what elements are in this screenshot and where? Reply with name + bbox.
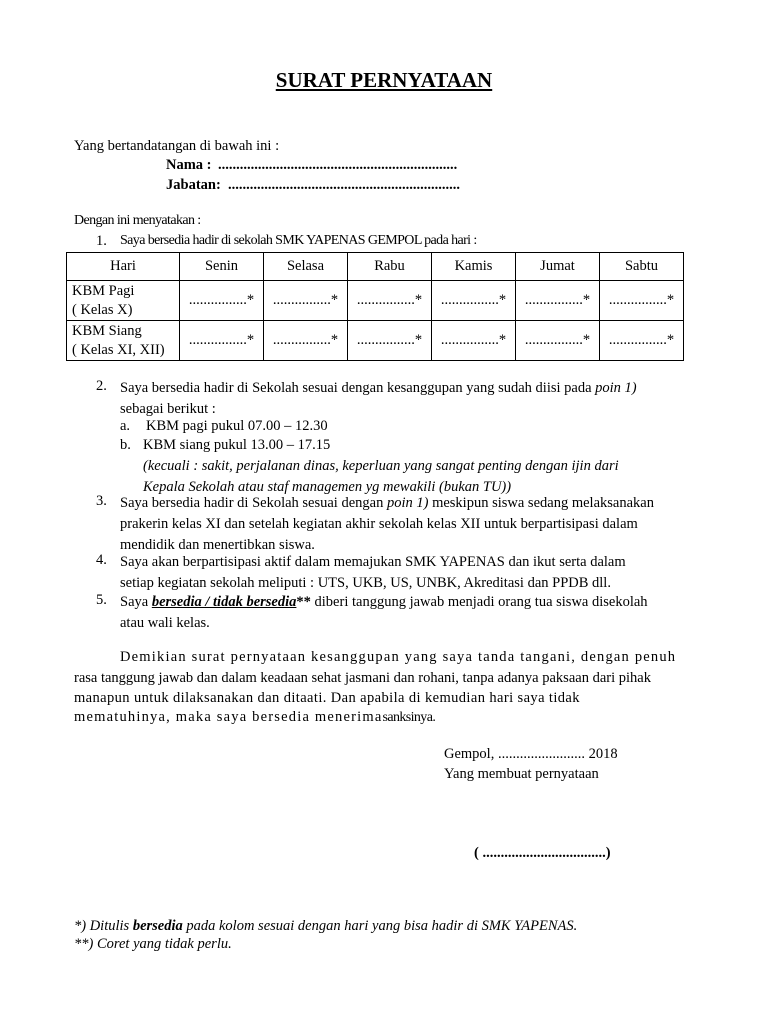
table-cell[interactable]: ................* [600, 281, 684, 321]
table-row [67, 281, 684, 321]
place-date: Gempol, ........................ 2018 [444, 746, 618, 762]
table-header: Hari [67, 253, 180, 281]
point1-text: Saya bersedia hadir di sekolah SMK YAPENAS GEMPOL pada hari : [120, 233, 477, 248]
point4-line1: Saya akan berpartisipasi aktif dalam memajukan SMK YAPENAS dan ikut serta dalam [120, 554, 626, 570]
table-cell[interactable]: ................* [180, 321, 264, 361]
table-cell[interactable]: ................* [432, 321, 516, 361]
point5-number: 5. [96, 592, 107, 608]
table-header: Sabtu [600, 253, 684, 281]
point3-line1-end: meskipun siswa sedang melaksanakan [428, 495, 654, 511]
table-cell[interactable]: ................* [348, 281, 432, 321]
page-title: SURAT PERNYATAAN [275, 68, 493, 92]
table-cell[interactable]: ................* [600, 321, 684, 361]
schedule-table [66, 252, 684, 361]
signer-name: ( ..................................) [474, 845, 611, 861]
table-header-row [67, 253, 684, 281]
declaration-text: Dengan ini menyatakan : [74, 213, 201, 228]
jabatan-value: ................................................................ [228, 177, 460, 193]
point5-choice: bersedia / tidak bersedia [151, 594, 297, 610]
table-cell[interactable]: ................* [264, 321, 348, 361]
table-cell[interactable]: ................* [180, 281, 264, 321]
row-label-line: KBM Pagi [72, 282, 135, 299]
item-b-number: b. [120, 437, 131, 453]
note-line: Kepala Sekolah atau staf managemen yg mewakili (bukan TU)) [143, 479, 512, 495]
row-label [67, 281, 180, 321]
point5-text [120, 592, 648, 634]
closing-line1: Demikian surat pernyataan kesanggupan yang saya tanda tangani, dengan penuh [120, 649, 677, 665]
point3-line2: prakerin kelas XI dan setelah kegiatan akhir sekolah kelas XII untuk berpartisipasi dalam [120, 516, 638, 532]
table-cell[interactable]: ................* [516, 321, 600, 361]
intro-text: Yang bertandatangan di bawah ini : [74, 138, 280, 154]
item-b-text: KBM siang pukul 13.00 – 17.15 [143, 437, 331, 453]
point2-number: 2. [96, 378, 107, 394]
closing-line4-post: sanksinya. [382, 710, 436, 725]
point4-text [120, 552, 626, 594]
point2-ref: poin 1) [595, 380, 637, 396]
table-header: Jumat [516, 253, 600, 281]
table-cell[interactable]: ................* [516, 281, 600, 321]
table-header: Selasa [264, 253, 348, 281]
table-header: Kamis [432, 253, 516, 281]
closing-line4-pre: mematuhinya, maka saya bersedia menerima [74, 709, 383, 725]
point2-text [120, 378, 637, 420]
footnote-1 [74, 918, 577, 935]
footnote-1-pre: *) Ditulis [74, 918, 133, 934]
point5-stars: ** [296, 594, 311, 610]
row-label-line: ( Kelas XI, XII) [72, 341, 165, 358]
exception-note [143, 456, 619, 498]
point3-line1: Saya bersedia hadir di Sekolah sesuai dengan [120, 495, 387, 511]
jabatan-label: Jabatan: [166, 177, 221, 193]
point3-line3: mendidik dan menertibkan siswa. [120, 537, 315, 553]
point4-line2: setiap kegiatan sekolah meliputi : UTS, UKB, US, UNBK, Akreditasi dan PPDB dll. [120, 575, 611, 591]
point5-pre: Saya [120, 594, 152, 610]
footnote-1-post: pada kolom sesuai dengan hari yang bisa hadir di SMK YAPENAS. [182, 918, 578, 934]
item-a-text: KBM pagi pukul 07.00 – 12.30 [146, 418, 328, 434]
note-line: (kecuali : sakit, perjalanan dinas, keperluan yang sangat penting dengan ijin dari [143, 458, 619, 474]
closing-line4 [74, 709, 435, 726]
point3-ref: poin 1) [386, 495, 429, 511]
table-header: Rabu [348, 253, 432, 281]
table-row [67, 321, 684, 361]
nama-label: Nama : [166, 157, 212, 173]
table-cell[interactable]: ................* [348, 321, 432, 361]
item-a-number: a. [120, 418, 131, 434]
table-cell[interactable]: ................* [432, 281, 516, 321]
point3-text [120, 493, 654, 556]
row-label-line: ( Kelas X) [72, 301, 133, 318]
point2-line2: sebagai berikut : [120, 401, 216, 417]
point4-number: 4. [96, 552, 107, 568]
point5-post: diberi tanggung jawab menjadi orang tua siswa disekolah [310, 594, 648, 610]
point2-line1: Saya bersedia hadir di Sekolah sesuai dengan kesanggupan yang sudah diisi pada [120, 380, 596, 396]
footnote-2: **) Coret yang tidak perlu. [74, 936, 232, 952]
row-label-line: KBM Siang [72, 322, 142, 339]
table-header: Senin [180, 253, 264, 281]
closing-line2: rasa tanggung jawab dan dalam keadaan sehat jasmani dan rohani, tanpa adanya paksaan dari pihak [74, 670, 651, 686]
point3-number: 3. [96, 493, 107, 509]
closing-line3: manapun untuk dilaksanakan dan ditaati. Dan apabila di kemudian hari saya tidak [74, 690, 580, 706]
point1-number: 1. [96, 233, 107, 249]
row-label [67, 321, 180, 361]
signer-role: Yang membuat pernyataan [444, 766, 599, 782]
point5-line2: atau wali kelas. [120, 615, 210, 631]
footnote-1-bold: bersedia [132, 918, 183, 934]
nama-value: .................................................................. [218, 157, 458, 173]
table-cell[interactable]: ................* [264, 281, 348, 321]
